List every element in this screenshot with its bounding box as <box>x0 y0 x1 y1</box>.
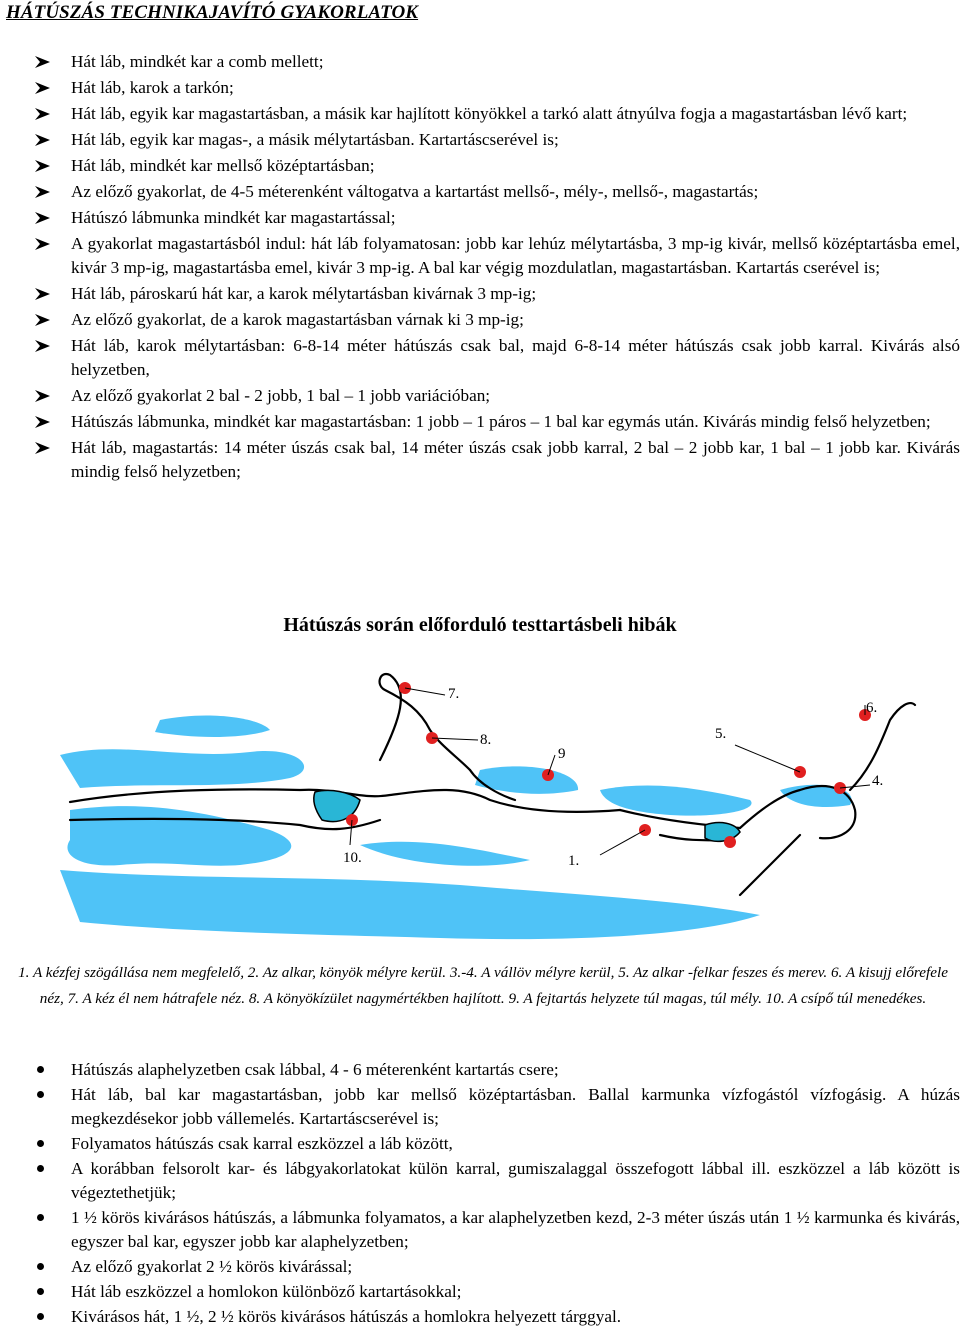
page-title: HÁTÚSZÁS TECHNIKAJAVÍTÓ GYAKORLATOK <box>6 2 419 23</box>
exercise-text: A gyakorlat magastartásból indul: hát láb folyamatosan: jobb kar lehúz mélytartásba, 3 mp-ig kivár, mellső középtartásba emel, kivár 3 mp-ig, magastartásba emel, kivár 3 mp-ig. A bal kar végig mozdulatlan, magastartásban. Kartartás cserével is; <box>71 234 960 277</box>
section-subtitle: Hátúszás során előforduló testtartásbeli hibák <box>283 614 677 636</box>
exercise-text: Hát láb, egyik kar magastartásban, a másik kar hajlított könyökkel a tarkó alatt átnyúlva fogja a magastartásban lévő kart; <box>71 104 908 123</box>
drill-item <box>34 1305 960 1329</box>
exercise-item <box>34 128 960 152</box>
exercise-item <box>34 206 960 230</box>
exercise-text: Hátúszó lábmunka mindkét kar magastartással; <box>71 208 396 227</box>
arrow-bullet-icon <box>34 211 51 225</box>
drill-item <box>34 1206 960 1254</box>
exercise-item <box>34 308 960 332</box>
arrow-bullet-icon <box>34 237 51 251</box>
drill-text: Hát láb, bal kar magastartásban, jobb kar mellső középtartásban. Ballal karmunka vízfogástól vízfogásig. A húzás megkezdésekor jobb vállemelés. Kartartáscserével is; <box>71 1085 960 1128</box>
exercise-text: Hátúszás lábmunka, mindkét kar magastartásban: 1 jobb – 1 páros – 1 bal kar egymás után. Kivárás mindig felső helyzetben; <box>71 412 931 431</box>
drill-text: A korábban felsorolt kar- és lábgyakorlatokat külön karral, gumiszalaggal összefogott lábbal ill. eszközzel a láb között is végeztethetjük; <box>71 1159 960 1202</box>
exercise-item <box>34 50 960 74</box>
exercise-text: Az előző gyakorlat, de a karok magastartásban várnak ki 3 mp-ig; <box>71 310 524 329</box>
exercise-text: Hát láb, magastartás: 14 méter úszás csak bal, 14 méter úszás csak jobb karral, 2 bal – 2 jobb kar, 1 bal – 1 jobb kar. Kivárás mindig felső helyzetben; <box>71 438 960 481</box>
drill-item <box>34 1083 960 1131</box>
figure-label: 8. <box>480 732 492 748</box>
drill-list <box>34 1058 960 1330</box>
arrow-bullet-icon <box>34 107 51 121</box>
figure-label: 6. <box>866 700 878 716</box>
exercise-item <box>34 232 960 280</box>
exercise-text: Hát láb, karok a tarkón; <box>71 78 234 97</box>
exercise-text: Hát láb, mindkét kar mellső középtartásban; <box>71 156 375 175</box>
drill-text: Hátúszás alaphelyzetben csak lábbal, 4 - 6 méterenként kartartás csere; <box>71 1060 559 1079</box>
arrow-bullet-icon <box>34 415 51 429</box>
bullet-dot-icon <box>37 1066 44 1073</box>
arrow-bullet-icon <box>34 287 51 301</box>
exercise-text: Hát láb, karok mélytartásban: 6-8-14 méter hátúszás csak bal, majd 6-8-14 méter hátúszás csak jobb karral. Kivárás alsó helyzetben, <box>71 336 960 379</box>
bullet-dot-icon <box>37 1165 44 1172</box>
exercise-list <box>34 50 960 486</box>
figure-label: 10. <box>343 850 362 866</box>
arrow-bullet-icon <box>34 313 51 327</box>
drill-item <box>34 1280 960 1304</box>
drill-text: Hát láb eszközzel a homlokon különböző kartartásokkal; <box>71 1282 462 1301</box>
figure-label: 9 <box>558 746 566 762</box>
bullet-dot-icon <box>37 1091 44 1098</box>
arrow-bullet-icon <box>34 389 51 403</box>
bullet-dot-icon <box>37 1140 44 1147</box>
drill-text: Az előző gyakorlat 2 ½ körös kivárással; <box>71 1257 353 1276</box>
drill-text: 1 ½ körös kivárásos hátúszás, a lábmunka folyamatos, a kar alaphelyzetben kezd, 2-3 méter úszás után 1 ½ karmunka és kivárás, egyszer bal kar, egyszer jobb kar alaphelyzetben; <box>71 1208 960 1251</box>
exercise-item <box>34 282 960 306</box>
arrow-bullet-icon <box>34 339 51 353</box>
arrow-bullet-icon <box>34 55 51 69</box>
figure-label: 4. <box>872 773 884 789</box>
exercise-text: Hát láb, egyik kar magas-, a másik mélytartásban. Kartartáscserével is; <box>71 130 559 149</box>
drill-text: Folyamatos hátúszás csak karral eszközzel a láb között, <box>71 1134 453 1153</box>
bullet-dot-icon <box>37 1263 44 1270</box>
exercise-item <box>34 102 960 126</box>
exercise-item <box>34 180 960 204</box>
bullet-dot-icon <box>37 1288 44 1295</box>
exercise-text: Hát láb, mindkét kar a comb mellett; <box>71 52 324 71</box>
error-markers <box>346 682 871 848</box>
arrow-bullet-icon <box>34 133 51 147</box>
exercise-item <box>34 436 960 484</box>
drill-item <box>34 1255 960 1279</box>
exercise-item <box>34 154 960 178</box>
bullet-dot-icon <box>37 1313 44 1320</box>
arrow-bullet-icon <box>34 81 51 95</box>
exercise-item <box>34 384 960 408</box>
bullet-dot-icon <box>37 1214 44 1221</box>
arrow-bullet-icon <box>34 159 51 173</box>
figure-label: 7. <box>448 686 460 702</box>
drill-text: Kivárásos hát, 1 ½, 2 ½ körös kivárásos hátúszás a homlokra helyezett tárggyal. <box>71 1307 622 1326</box>
exercise-text: Az előző gyakorlat 2 bal - 2 jobb, 1 bal – 1 jobb variációban; <box>71 386 491 405</box>
figure-label: 1. <box>568 853 580 869</box>
figure-caption: 1. A kézfej szögállása nem megfelelő, 2. Az alkar, könyök mélyre kerül. 3.-4. A vállöv mélyre kerül, 5. Az alkar -felkar feszes és merev. 6. A kisujj előrefele néz, 7. A kéz él nem hátrafele néz. 8. A könyökízület nagymértékben hajlított. 9. A fejtartás helyzete túl magas, túl mély. 10. A csípő túl menedékes. <box>18 964 948 1007</box>
exercise-item <box>34 410 960 434</box>
exercise-item <box>34 334 960 382</box>
figure-label: 5. <box>715 726 727 742</box>
exercise-text: Az előző gyakorlat, de 4-5 méterenként váltogatva a kartartást mellső-, mély-, mellső-, magastartás; <box>71 182 759 201</box>
exercise-item <box>34 76 960 100</box>
arrow-bullet-icon <box>34 185 51 199</box>
arrow-bullet-icon <box>34 441 51 455</box>
drill-item <box>34 1157 960 1205</box>
swimmer-figure <box>60 660 960 945</box>
exercise-text: Hát láb, pároskarú hát kar, a karok mélytartásban kivárnak 3 mp-ig; <box>71 284 537 303</box>
drill-item <box>34 1058 960 1082</box>
leader-lines <box>350 688 870 855</box>
drill-item <box>34 1132 960 1156</box>
